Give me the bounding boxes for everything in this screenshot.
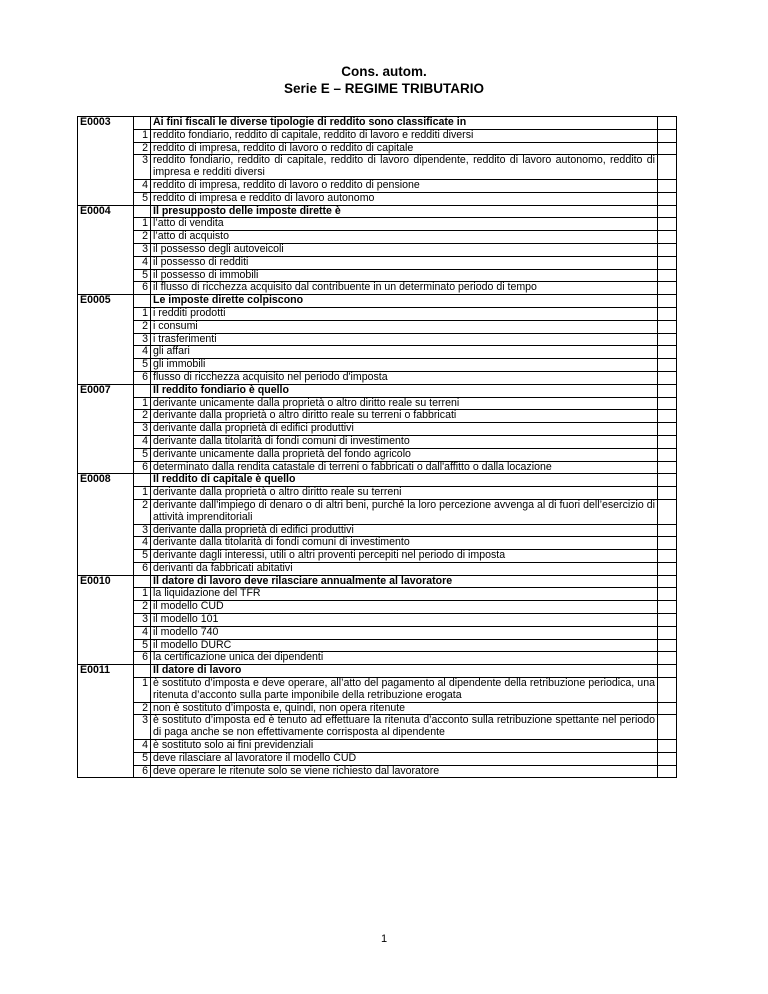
answer-row xyxy=(78,588,677,601)
answer-checkbox[interactable] xyxy=(658,499,677,524)
question-text: Il reddito fondiario è quello xyxy=(151,384,658,397)
answer-text: reddito di impresa, reddito di lavoro o reddito di capitale xyxy=(151,142,658,155)
answer-checkbox[interactable] xyxy=(658,626,677,639)
answer-number: 3 xyxy=(134,715,151,740)
question-code: E0003 xyxy=(78,117,134,206)
question-number-cell xyxy=(134,474,151,487)
question-row xyxy=(78,384,677,397)
answer-checkbox[interactable] xyxy=(658,397,677,410)
answer-row xyxy=(78,423,677,436)
answer-text: derivante dall’impiego di denaro o di altri beni, purché la loro percezione avvenga al di fuori dell’esercizio di attività imprenditoriali xyxy=(151,499,658,524)
answer-checkbox[interactable] xyxy=(658,282,677,295)
answer-number: 1 xyxy=(134,307,151,320)
answer-checkbox[interactable] xyxy=(658,614,677,627)
answer-checkbox[interactable] xyxy=(658,129,677,142)
answer-text: non è sostituto d’imposta e, quindi, non opera ritenute xyxy=(151,702,658,715)
answer-checkbox[interactable] xyxy=(658,765,677,778)
answer-checkbox[interactable] xyxy=(658,142,677,155)
answer-text: i trasferimenti xyxy=(151,333,658,346)
answer-checkbox[interactable] xyxy=(658,423,677,436)
question-text: Il datore di lavoro xyxy=(151,665,658,678)
question-number-cell xyxy=(134,295,151,308)
answer-number: 2 xyxy=(134,142,151,155)
answer-text: reddito fondiario, reddito di capitale, reddito di lavoro e redditi diversi xyxy=(151,129,658,142)
answer-number: 4 xyxy=(134,740,151,753)
answer-checkbox[interactable] xyxy=(658,243,677,256)
answer-checkbox[interactable] xyxy=(658,524,677,537)
answer-row xyxy=(78,142,677,155)
answer-row xyxy=(78,448,677,461)
answer-checkbox[interactable] xyxy=(658,715,677,740)
answer-number: 3 xyxy=(134,333,151,346)
answer-number: 6 xyxy=(134,371,151,384)
answer-text: derivante dalla titolarità di fondi comuni di investimento xyxy=(151,435,658,448)
answer-number: 4 xyxy=(134,346,151,359)
answer-checkbox[interactable] xyxy=(658,117,677,130)
answer-text: reddito fondiario, reddito di capitale, reddito di lavoro dipendente, reddito di lavoro autonomo, reddito di impresa e redditi diversi xyxy=(151,155,658,180)
question-number-cell xyxy=(134,384,151,397)
question-text: Le imposte dirette colpiscono xyxy=(151,295,658,308)
answer-row xyxy=(78,715,677,740)
answer-text: la liquidazione del TFR xyxy=(151,588,658,601)
answer-row xyxy=(78,487,677,500)
answer-text: deve rilasciare al lavoratore il modello CUD xyxy=(151,752,658,765)
answer-number: 5 xyxy=(134,448,151,461)
answer-text: gli immobili xyxy=(151,359,658,372)
answer-number: 3 xyxy=(134,243,151,256)
answer-checkbox[interactable] xyxy=(658,256,677,269)
answer-checkbox[interactable] xyxy=(658,205,677,218)
answer-checkbox[interactable] xyxy=(658,639,677,652)
answer-checkbox[interactable] xyxy=(658,461,677,474)
answer-checkbox[interactable] xyxy=(658,448,677,461)
answer-row xyxy=(78,524,677,537)
question-number-cell xyxy=(134,205,151,218)
answer-number: 5 xyxy=(134,192,151,205)
answer-row xyxy=(78,269,677,282)
answer-row xyxy=(78,537,677,550)
answer-row xyxy=(78,333,677,346)
answer-row xyxy=(78,410,677,423)
answer-row xyxy=(78,346,677,359)
answer-row xyxy=(78,740,677,753)
answer-text: derivante unicamente dalla proprietà del fondo agricolo xyxy=(151,448,658,461)
answer-row xyxy=(78,626,677,639)
answer-number: 4 xyxy=(134,256,151,269)
answer-checkbox[interactable] xyxy=(658,155,677,180)
answer-number: 3 xyxy=(134,423,151,436)
question-code: E0004 xyxy=(78,205,134,295)
answer-number: 3 xyxy=(134,524,151,537)
header-line-2: Serie E – REGIME TRIBUTARIO xyxy=(283,81,485,96)
question-number-cell xyxy=(134,665,151,678)
answer-checkbox[interactable] xyxy=(658,752,677,765)
answer-checkbox[interactable] xyxy=(658,740,677,753)
answer-checkbox[interactable] xyxy=(658,652,677,665)
answer-row xyxy=(78,562,677,575)
question-row xyxy=(78,117,677,130)
answer-row xyxy=(78,359,677,372)
answer-number: 6 xyxy=(134,562,151,575)
answer-checkbox[interactable] xyxy=(658,410,677,423)
answer-row xyxy=(78,678,677,703)
answer-checkbox[interactable] xyxy=(658,179,677,192)
answer-number: 1 xyxy=(134,397,151,410)
answer-number: 5 xyxy=(134,752,151,765)
question-code: E0011 xyxy=(78,665,134,778)
question-text: Ai fini fiscali le diverse tipologie di reddito sono classificate in xyxy=(151,117,658,130)
answer-text: il flusso di ricchezza acquisito dal contribuente in un determinato periodo di tempo xyxy=(151,282,658,295)
answer-number: 1 xyxy=(134,678,151,703)
answer-text: i consumi xyxy=(151,320,658,333)
answer-text: il possesso di immobili xyxy=(151,269,658,282)
answer-number: 4 xyxy=(134,537,151,550)
answer-text: è sostituto d’imposta ed è tenuto ad effettuare la ritenuta d’acconto sulla retribuzione spettante nel periodo di paga anche se non effettivamente corrisposta al dipendente xyxy=(151,715,658,740)
answer-row xyxy=(78,282,677,295)
answer-row xyxy=(78,397,677,410)
header-line-1: Cons. autom. xyxy=(341,64,427,79)
answer-number: 2 xyxy=(134,320,151,333)
answer-number: 5 xyxy=(134,639,151,652)
answer-checkbox[interactable] xyxy=(658,192,677,205)
answer-text: è sostituto d’imposta e deve operare, all’atto del pagamento al dipendente della retribuzione periodica, una ritenuta d’acconto sulla parte imponibile della retribuzione erogata xyxy=(151,678,658,703)
answer-row xyxy=(78,179,677,192)
question-row xyxy=(78,575,677,588)
answer-checkbox[interactable] xyxy=(658,269,677,282)
answer-checkbox[interactable] xyxy=(658,550,677,563)
answer-checkbox[interactable] xyxy=(658,702,677,715)
answer-row xyxy=(78,192,677,205)
answer-checkbox[interactable] xyxy=(658,537,677,550)
answer-text: i redditi prodotti xyxy=(151,307,658,320)
answer-checkbox[interactable] xyxy=(658,371,677,384)
answer-row xyxy=(78,765,677,778)
answer-text: derivante dalla proprietà di edifici produttivi xyxy=(151,423,658,436)
answer-number: 2 xyxy=(134,231,151,244)
question-code: E0005 xyxy=(78,295,134,385)
answer-text: reddito di impresa, reddito di lavoro o reddito di pensione xyxy=(151,179,658,192)
answer-number: 5 xyxy=(134,550,151,563)
answer-number: 6 xyxy=(134,282,151,295)
answer-checkbox[interactable] xyxy=(658,678,677,703)
answer-text: derivante dalla proprietà o altro diritto reale su terreni xyxy=(151,487,658,500)
answer-checkbox[interactable] xyxy=(658,487,677,500)
document-header xyxy=(0,63,768,97)
answer-row xyxy=(78,550,677,563)
answer-number: 2 xyxy=(134,410,151,423)
question-row xyxy=(78,665,677,678)
answer-text: l’atto di vendita xyxy=(151,218,658,231)
answer-row xyxy=(78,155,677,180)
answer-checkbox[interactable] xyxy=(658,384,677,397)
answer-number: 3 xyxy=(134,155,151,180)
question-row xyxy=(78,295,677,308)
answer-number: 1 xyxy=(134,487,151,500)
answer-number: 6 xyxy=(134,765,151,778)
answer-text: derivanti da fabbricati abitativi xyxy=(151,562,658,575)
answer-number: 1 xyxy=(134,218,151,231)
answer-row xyxy=(78,307,677,320)
answer-text: il modello 740 xyxy=(151,626,658,639)
answer-checkbox[interactable] xyxy=(658,218,677,231)
answer-checkbox[interactable] xyxy=(658,474,677,487)
answer-number: 6 xyxy=(134,461,151,474)
answer-checkbox[interactable] xyxy=(658,295,677,308)
answer-text: derivante dagli interessi, utili o altri proventi percepiti nel periodo di imposta xyxy=(151,550,658,563)
answer-row xyxy=(78,218,677,231)
answer-checkbox[interactable] xyxy=(658,333,677,346)
answer-number: 2 xyxy=(134,499,151,524)
answer-row xyxy=(78,461,677,474)
answer-number: 4 xyxy=(134,179,151,192)
answer-text: derivante unicamente dalla proprietà o altro diritto reale su terreni xyxy=(151,397,658,410)
answer-row xyxy=(78,639,677,652)
answer-checkbox[interactable] xyxy=(658,601,677,614)
page-number: 1 xyxy=(380,933,388,945)
answer-row xyxy=(78,371,677,384)
quiz-table xyxy=(77,116,677,778)
answer-number: 4 xyxy=(134,626,151,639)
answer-checkbox[interactable] xyxy=(658,346,677,359)
answer-number: 5 xyxy=(134,359,151,372)
answer-row xyxy=(78,752,677,765)
answer-text: determinato dalla rendita catastale di terreni o fabbricati o dall'affitto o dalla locazione xyxy=(151,461,658,474)
answer-number: 3 xyxy=(134,614,151,627)
answer-text: derivante dalla proprietà o altro diritto reale su terreni o fabbricati xyxy=(151,410,658,423)
answer-row xyxy=(78,243,677,256)
question-text: Il reddito di capitale è quello xyxy=(151,474,658,487)
answer-checkbox[interactable] xyxy=(658,588,677,601)
answer-number: 1 xyxy=(134,129,151,142)
answer-text: il modello CUD xyxy=(151,601,658,614)
answer-checkbox[interactable] xyxy=(658,320,677,333)
question-text: Il datore di lavoro deve rilasciare annualmente al lavoratore xyxy=(151,575,658,588)
question-text: Il presupposto delle imposte dirette è xyxy=(151,205,658,218)
answer-text: la certificazione unica dei dipendenti xyxy=(151,652,658,665)
answer-number: 5 xyxy=(134,269,151,282)
answer-checkbox[interactable] xyxy=(658,665,677,678)
answer-row xyxy=(78,702,677,715)
answer-text: l’atto di acquisto xyxy=(151,231,658,244)
question-row xyxy=(78,474,677,487)
answer-row xyxy=(78,231,677,244)
answer-checkbox[interactable] xyxy=(658,359,677,372)
answer-row xyxy=(78,601,677,614)
answer-number: 2 xyxy=(134,601,151,614)
answer-checkbox[interactable] xyxy=(658,575,677,588)
answer-text: derivante dalla titolarità di fondi comuni di investimento xyxy=(151,537,658,550)
question-row xyxy=(78,205,677,218)
question-number-cell xyxy=(134,117,151,130)
answer-number: 2 xyxy=(134,702,151,715)
question-code: E0007 xyxy=(78,384,134,474)
answer-row xyxy=(78,499,677,524)
answer-text: il possesso degli autoveicoli xyxy=(151,243,658,256)
answer-checkbox[interactable] xyxy=(658,231,677,244)
answer-checkbox[interactable] xyxy=(658,435,677,448)
answer-row xyxy=(78,129,677,142)
answer-checkbox[interactable] xyxy=(658,562,677,575)
answer-number: 6 xyxy=(134,652,151,665)
answer-text: il modello 101 xyxy=(151,614,658,627)
answer-text: è sostituto solo ai fini previdenziali xyxy=(151,740,658,753)
question-code: E0010 xyxy=(78,575,134,665)
answer-number: 1 xyxy=(134,588,151,601)
answer-text: gli affari xyxy=(151,346,658,359)
answer-row xyxy=(78,614,677,627)
answer-text: flusso di ricchezza acquisito nel periodo d'imposta xyxy=(151,371,658,384)
answer-text: il modello DURC xyxy=(151,639,658,652)
question-number-cell xyxy=(134,575,151,588)
answer-row xyxy=(78,320,677,333)
answer-row xyxy=(78,256,677,269)
answer-text: reddito di impresa e reddito di lavoro autonomo xyxy=(151,192,658,205)
answer-row xyxy=(78,652,677,665)
answer-row xyxy=(78,435,677,448)
answer-checkbox[interactable] xyxy=(658,307,677,320)
answer-text: deve operare le ritenute solo se viene richiesto dal lavoratore xyxy=(151,765,658,778)
answer-text: il possesso di redditi xyxy=(151,256,658,269)
question-code: E0008 xyxy=(78,474,134,575)
answer-text: derivante dalla proprietà di edifici produttivi xyxy=(151,524,658,537)
answer-number: 4 xyxy=(134,435,151,448)
